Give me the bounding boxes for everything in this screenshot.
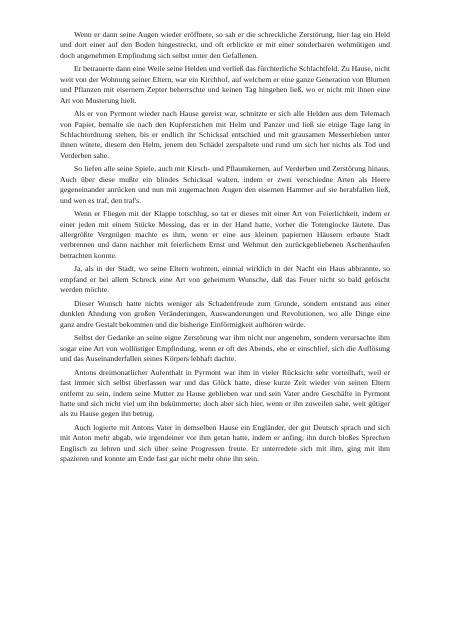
paragraph: Als er von Pyrmont wieder nach Hause gereist war, schnitzte er sich alle Helden aus dem Telemach von Papier, bemalte sie nach den Kupferstichen mit Helm und Panzer und ließ sie einige Tage lang in Schlachtordnung stehen, bis er endlich ihr Schicksal entschied und mit grausamen Messerhieben unter ihnen wütete, diesem den Helm, jenem den Schädel zerspaltete und rund um sich her nichts als Tod und Verderben sahe. <box>60 109 390 160</box>
paragraph: Selbst der Gedanke an seine eigne Zerstörung war ihm nicht nur angenehm, sondern verursachte ihm sogar eine Art von wollüstiger Empfindung, wenn er oft des Abends, ehe er einschlief, sich die Auflösung und das Auseinanderfallen seines Körpers lebhaft dachte. <box>60 333 390 364</box>
paragraph: Dieser Wunsch hatte nichts weniger als Schadenfreude zum Grunde, sondern entstand aus einer dunklen Ahndung von großen Veränderungen, Auswanderungen und Revolutionen, wo alle Dinge eine ganz andre Gestalt bekommen und die bisherige Einförmigkeit aufhören würde. <box>60 298 390 329</box>
paragraph: Wenn er Fliegen mit der Klappe totschlug, so tat er dieses mit einer Art von Feierlichkeit, indem er einer jeden mit einem Stücke Messing, das er in der Hand hatte, vorher die Totenglocke läutete. Das allergrößte Vergnügen machte es ihm, wenn er eine aus kleinen papiernen Häusern erbaute Stadt verbrennen und dann nachher mit feierlichem Ernst und Wehmut den zurückgebliebenen Aschenhaufen betrachten konnte. <box>60 209 390 260</box>
paragraph: So liefen alle seine Spiele, auch mit Kirsch- und Pflaumkernen, auf Verderben und Zerstörung hinaus. Auch über diese mußte ein blindes Schicksal walten, indem er zwei verschiedne Arten als Heere gegeneinander anrücken und nun mit zugemachten Augen den eisernen Hammer auf sie herabfallen ließ, und wen es traf, den traf's. <box>60 164 390 205</box>
paragraph: Er betrauerte dann eine Weile seine Helden und verließ das fürchterliche Schlachtfeld. Zu Hause, nicht weit von der Wohnung seiner Eltern, war ein Kirchhof, auf welchem er eine ganze Generation von Blumen und Pflanzen mit eisernem Zepter beherrschte und keinen Tag hingehen ließ, wo er nicht mit ihnen eine Art von Musterung hielt. <box>60 64 391 105</box>
paragraph: Wenn er dann seine Augen wieder eröffnete, so sah er die schreckliche Zerstörung, hier lag ein Held und dort einer auf den Boden hingestreckt, und oft erblickte er mit einer sonderbaren wehmütigen und doch angenehmen Empfindung sich selbst unter den Gefallenen. <box>60 30 390 60</box>
paragraph: Ja, als in der Stadt, wo seine Eltern wohnten, einmal wirklich in der Nacht ein Haus abbrannte, so empfand er bei allem Schreck eine Art von geheimem Wunsche, daß das Feuer nicht so bald gelöscht werden möchte. <box>60 264 390 295</box>
paragraph: Antons dreimonatlicher Aufenthalt in Pyrmont war ihm in vieler Rücksicht sehr vorteilhaft, weil er fast immer sich selbst überlassen war und das Glück hatte, diese kurze Zeit wieder von seinen Eltern entfernt zu sein, indem seine Mutter zu Hause geblieben war und sein Vater andre Geschäfte in Pyrmont hatte und sich nicht viel um ihn bekümmerte; doch aber sich hier, wenn er ihn zuweilen sahe, weit gütiger als zu Hause gegen ihn betrug. <box>60 367 390 419</box>
paragraph: Auch logierte mit Antons Vater in demselben Hause ein Engländer, der gut Deutsch sprach und sich mit Anton mehr abgab, wie irgendeiner vor ihm getan hatte, indem er anfing, ihn durch bloßes Sprechen Englisch zu lehren und sich über seine Progressen freute. Er unterredete sich mit ihm, ging mit ihm spazieren und konnte am Ende fast gar nicht mehr ohne ihn sein. <box>60 422 390 464</box>
document-page <box>60 30 390 468</box>
